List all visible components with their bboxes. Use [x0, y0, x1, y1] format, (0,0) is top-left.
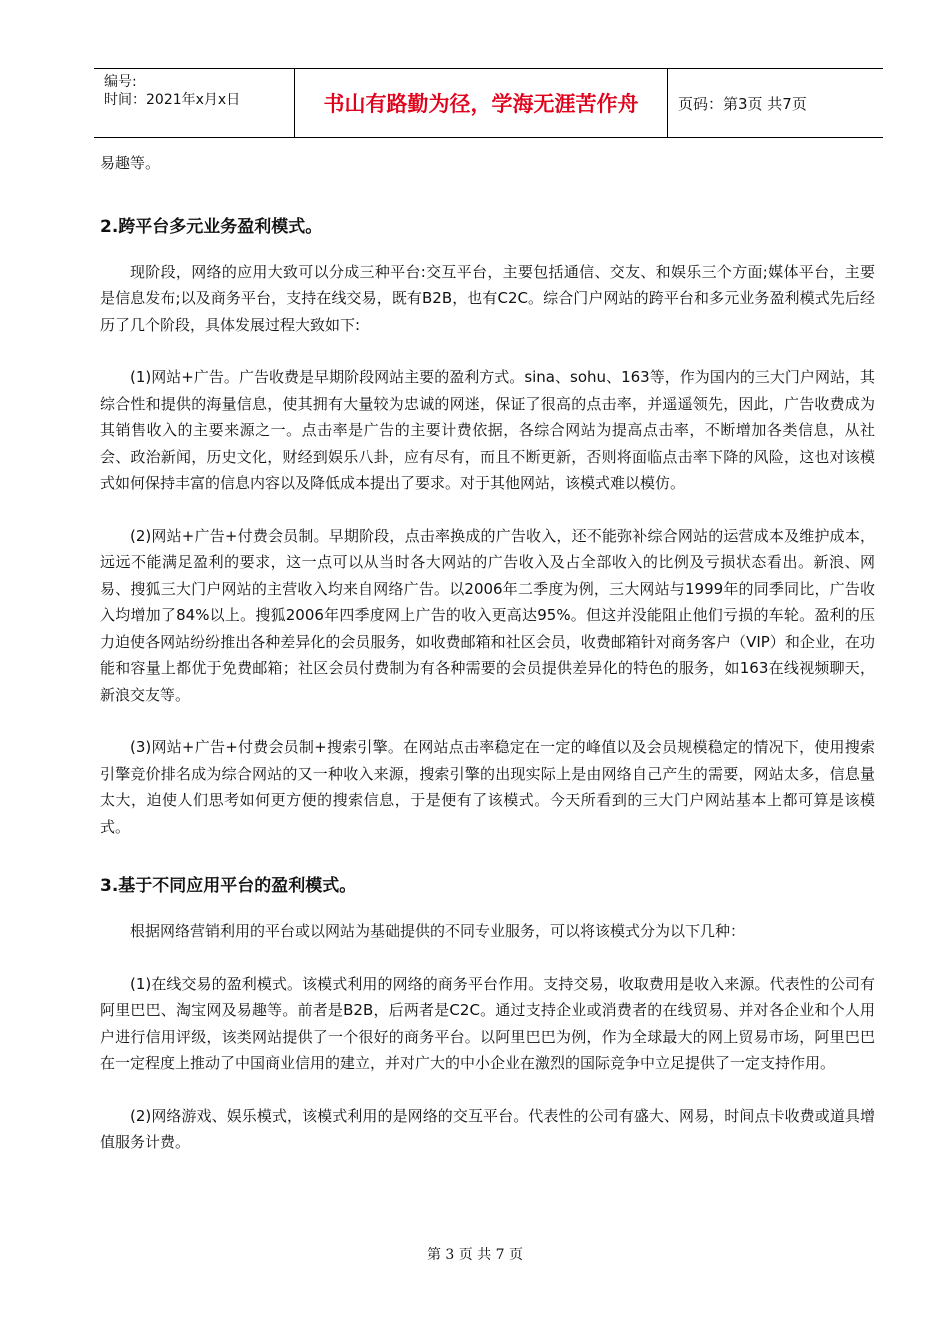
page-footer: 第 3 页 共 7 页: [426, 1247, 524, 1263]
document-code-label: 编号:: [104, 74, 137, 90]
section-heading-3: 3.基于不同应用平台的盈利模式。: [100, 876, 357, 896]
header-motto: 书山有路勤为径，学海无涯苦作舟: [323, 92, 639, 116]
continued-line: 易趣等。: [100, 154, 161, 172]
header-page-number: 页码：第3页 共7页: [678, 94, 807, 113]
document-time-label: 时间：2021年x月x日: [104, 92, 241, 108]
section-2-item-3: (3)网站+广告+付费会员制+搜索引擎。在网站点击率稳定在一定的峰值以及会员规模稳定的情况下，使用搜索引擎竞价排名成为综合网站的又一种收入来源，搜索引擎的出现实际上是由网络自己产生的需要，网站太多，信息量太大，迫使人们思考如何更方便的搜索信息，于是便有了该模式。今天所看到的三大门户网站基本上都可算是该模式。: [100, 738, 875, 836]
section-2-item-2: (2)网站+广告+付费会员制。早期阶段，点击率换成的广告收入，还不能弥补综合网站的运营成本及维护成本，远远不能满足盈利的要求，这一点可以从当时各大网站的广告收入及占全部收入的比例及亏损状态看出。新浪、网易、搜狐三大门户网站的主营收入均来自网络广告。以2006年二季度为例，三大网站与1999年的同季同比，广告收入均增加了84%以上。搜狐2006年四季度网上广告的收入更高达95%。但这并没能阻止他们亏损的车轮。盈利的压力迫使各网站纷纷推出各种差异化的会员服务，如收费邮箱和社区会员，收费邮箱针对商务客户（VIP）和企业，在功能和容量上都优于免费邮箱；社区会员付费制为有各种需要的会员提供差异化的特色的服务，如163在线视频聊天，新浪交友等。: [100, 526, 875, 704]
section-2-item-1: (1)网站+广告。广告收费是早期阶段网站主要的盈利方式。sina、sohu、163等，作为国内的三大门户网站，其综合性和提供的海量信息，使其拥有大量较为忠诚的网迷，保证了很高的点击率，并遥遥领先，因此，广告收费成为其销售收入的主要来源之一。点击率是广告的主要计费依据，各综合网站为提高点击率，不断增加各类信息，从社会、政治新闻，历史文化，财经到娱乐八卦，应有尽有，而且不断更新，否则将面临点击率下降的风险，这也对该模式如何保持丰富的信息内容以及降低成本提出了要求。对于其他网站，该模式难以模仿。: [100, 368, 875, 492]
section-heading-2: 2.跨平台多元业务盈利模式。: [100, 216, 323, 237]
header-right-cell: [668, 69, 883, 137]
document-body: [100, 150, 875, 1156]
page-header: [94, 68, 883, 138]
header-left-cell: [94, 69, 295, 137]
section-3-item-1: (1)在线交易的盈利模式。该模式利用的网络的商务平台作用。支持交易，收取费用是收入来源。代表性的公司有阿里巴巴、淘宝网及易趣等。前者是B2B，后两者是C2C。通过支持企业或消费者的在线贸易、并对各企业和个人用户进行信用评级，该类网站提供了一个很好的商务平台。以阿里巴巴为例，作为全球最大的网上贸易市场，阿里巴巴在一定程度上推动了中国商业信用的建立，并对广大的中小企业在激烈的国际竞争中立足提供了一定支持作用。: [100, 974, 875, 1072]
section-3-intro: 根据网络营销利用的平台或以网站为基础提供的不同专业服务，可以将该模式分为以下几种：: [130, 922, 746, 940]
section-3-item-2: (2)网络游戏、娱乐模式，该模式利用的是网络的交互平台。代表性的公司有盛大、网易，时间点卡收费或道具增值服务计费。: [100, 1106, 875, 1151]
header-center-cell: [295, 69, 668, 137]
section-2-intro: 现阶段，网络的应用大致可以分成三种平台:交互平台，主要包括通信、交友、和娱乐三个方面;媒体平台，主要是信息发布;以及商务平台，支持在线交易，既有B2B，也有C2C。综合门户网站的跨平台和多元业务盈利模式先后经历了几个阶段，具体发展过程大致如下:: [100, 262, 875, 334]
